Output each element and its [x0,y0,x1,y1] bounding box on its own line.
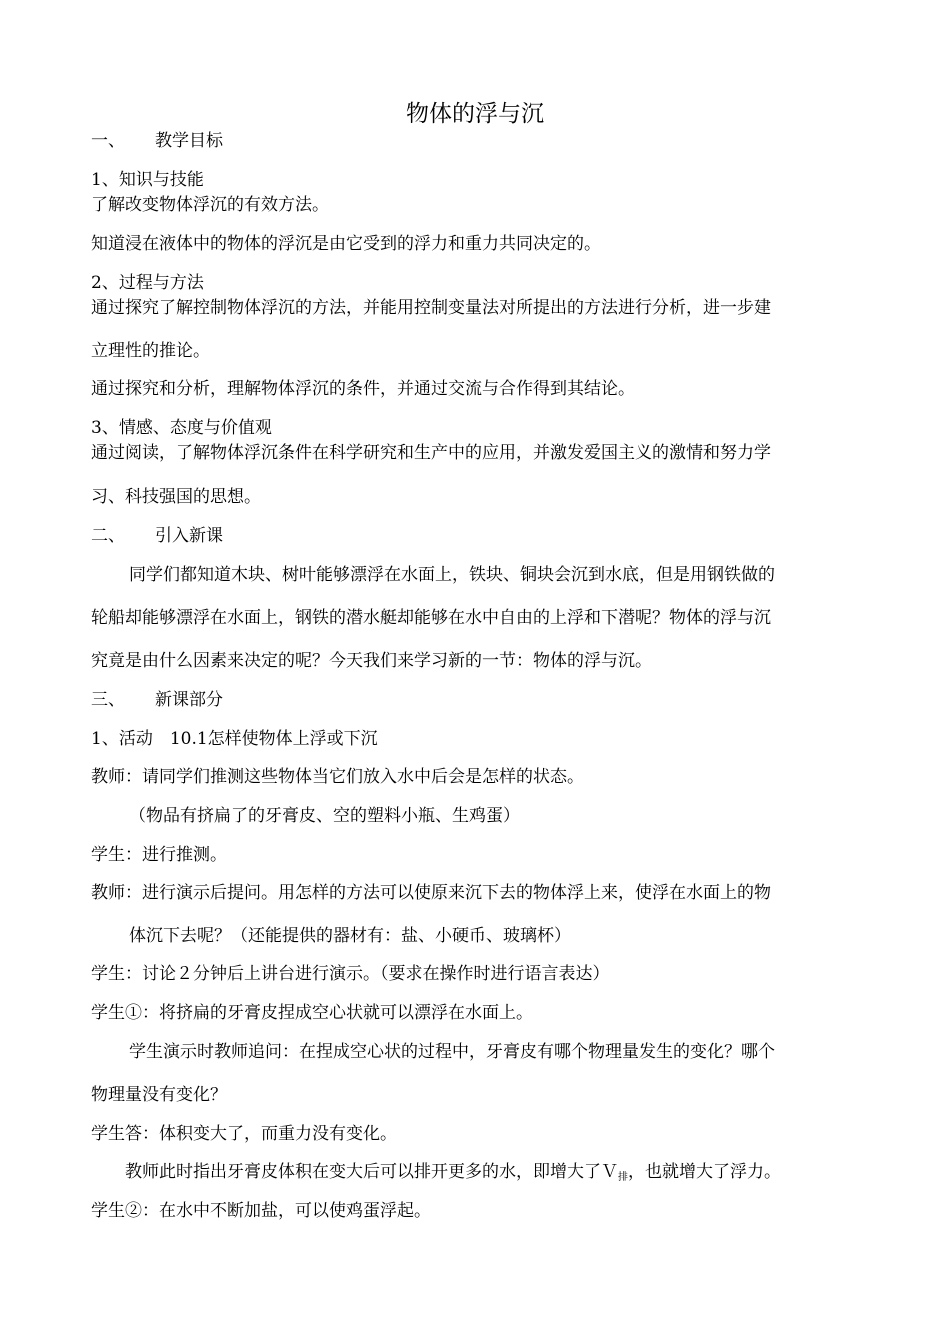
paragraph-line: 究竟是由什么因素来决定的呢？今天我们来学习新的一节：物体的浮与沉。 [91,651,652,671]
section-heading-new-lesson [91,689,223,711]
dialogue-line: 学生演示时教师追问：在捏成空心状的过程中，牙膏皮有哪个物理量发生的变化？哪个 [129,1042,775,1062]
paragraph-line: 通过探究了解控制物体浮沉的方法，并能用控制变量法对所提出的方法进行分析，进一步建 [91,298,771,318]
section-number: 二、 [91,526,125,546]
dialogue-line: 学生②：在水中不断加盐，可以使鸡蛋浮起。 [91,1201,431,1221]
section-heading-intro [91,525,223,547]
dialogue-line: 学生：进行推测。 [91,845,227,865]
paragraph-line: 通过探究和分析，理解物体浮沉的条件，并通过交流与合作得到其结论。 [91,379,635,399]
subheading-process: 2、过程与方法 [91,273,204,293]
dialogue-line: 物理量没有变化？ [91,1085,227,1105]
subheading-attitude: 3、情感、态度与价值观 [91,418,272,438]
section-label: 新课部分 [155,690,223,710]
dialogue-text: 教师此时指出牙膏皮体积在变大后可以排开更多的水，即增大了Ｖ [125,1162,618,1182]
dialogue-line [125,1161,781,1189]
section-label: 教学目标 [155,131,223,151]
section-label: 引入新课 [155,526,223,546]
subheading-activity: 1、活动 10.1怎样使物体上浮或下沉 [91,729,378,749]
dialogue-line: （物品有挤扁了的牙膏皮、空的塑料小瓶、生鸡蛋） [129,806,520,826]
dialogue-text: ，也就增大了浮力。 [628,1162,781,1182]
subheading-knowledge: 1、知识与技能 [91,170,204,190]
paragraph-line: 立理性的推论。 [91,341,210,361]
page-title: 物体的浮与沉 [406,101,544,127]
dialogue-line: 学生：讨论２分钟后上讲台进行演示。（要求在操作时进行语言表达） [91,964,610,984]
section-number: 三、 [91,690,125,710]
dialogue-line: 学生①：将挤扁的牙膏皮捏成空心状就可以漂浮在水面上。 [91,1003,533,1023]
dialogue-line: 体沉下去呢？（还能提供的器材有：盐、小硬币、玻璃杯） [129,926,571,946]
dialogue-line: 教师：请同学们推测这些物体当它们放入水中后会是怎样的状态。 [91,767,584,787]
paragraph-line: 习、科技强国的思想。 [91,487,261,507]
dialogue-line: 教师：进行演示后提问。用怎样的方法可以使原来沉下去的物体浮上来，使浮在水面上的物 [91,883,771,903]
section-heading-objectives [91,130,223,152]
paragraph-line: 通过阅读，了解物体浮沉条件在科学研究和生产中的应用，并激发爱国主义的激情和努力学 [91,443,771,463]
paragraph-line: 同学们都知道木块、树叶能够漂浮在水面上，铁块、铜块会沉到水底，但是用钢铁做的 [129,565,775,585]
subscript: 排 [618,1172,628,1183]
paragraph-line: 知道浸在液体中的物体的浮沉是由它受到的浮力和重力共同决定的。 [91,234,601,254]
paragraph-line: 了解改变物体浮沉的有效方法。 [91,195,329,215]
section-number: 一、 [91,131,125,151]
paragraph-line: 轮船却能够漂浮在水面上，钢铁的潜水艇却能够在水中自由的上浮和下潜呢？物体的浮与沉 [91,608,771,628]
dialogue-line: 学生答：体积变大了，而重力没有变化。 [91,1124,397,1144]
